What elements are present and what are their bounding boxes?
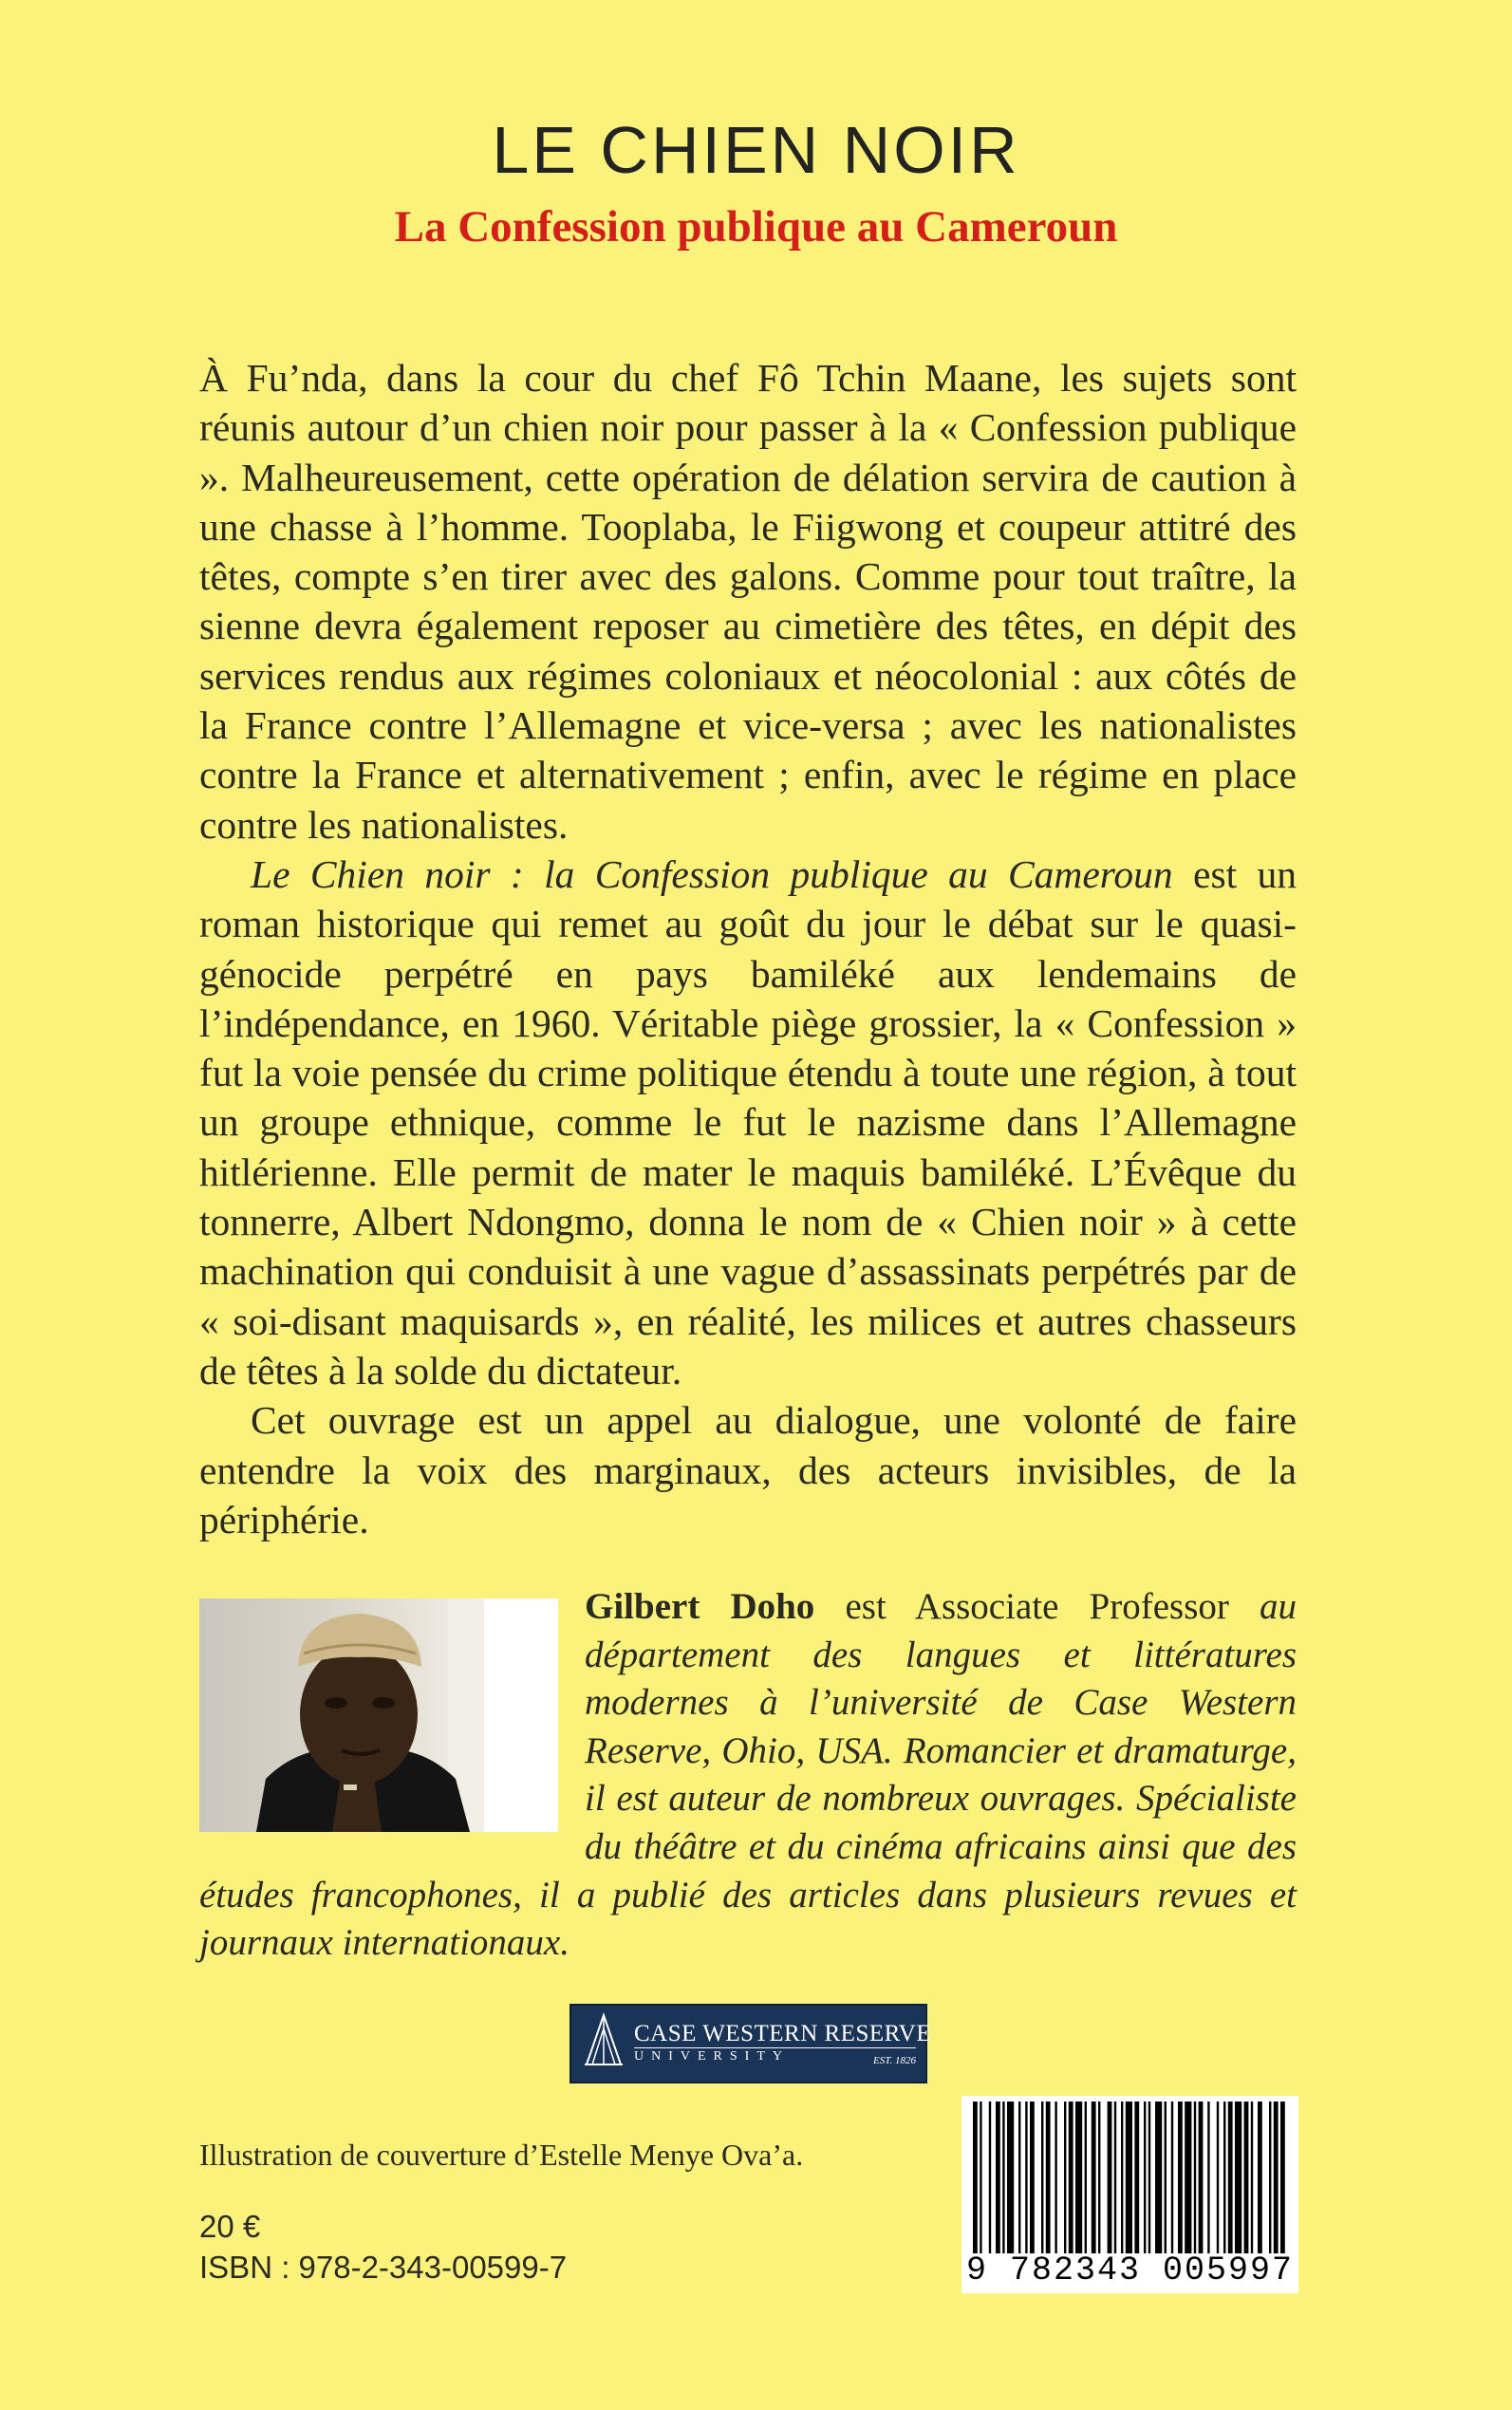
barcode-bar (1171, 2102, 1173, 2253)
book-subtitle: La Confession publique au Cameroun (394, 202, 1118, 252)
barcode-bar (1018, 2102, 1020, 2253)
barcode-bar (1007, 2102, 1014, 2253)
barcode-bar (1207, 2102, 1209, 2253)
author-description: au département des langues et littératures modernes à l’université de Case Western Reserve, Ohio, USA. Romancier et dramaturge, il est auteur de nombreux ouvrages. Spécialiste du théâtre et du cinéma africains ainsi que des études francophones, il a publié des articles dans plusieurs revues et journaux internationaux. (199, 1586, 1297, 1964)
barcode-bar (1155, 2102, 1162, 2253)
price: 20 € (199, 2209, 261, 2244)
barcode-bar (1098, 2102, 1100, 2253)
barcode-bar (1251, 2102, 1253, 2253)
barcode-number: 9 782343 005997 (965, 2251, 1295, 2289)
barcode-bar (1185, 2102, 1191, 2253)
author-photo (199, 1598, 558, 1832)
university-logo (569, 2004, 932, 2083)
barcode-bar (1199, 2102, 1204, 2253)
barcode-bar (1092, 2102, 1096, 2253)
isbn: ISBN : 978-2-343-00599-7 (199, 2250, 568, 2285)
barcode-bar (1041, 2102, 1043, 2253)
barcode-bar (1269, 2102, 1271, 2253)
barcode-bar (1258, 2102, 1262, 2253)
barcode-bar (989, 2102, 991, 2253)
barcode-bar (1244, 2102, 1249, 2253)
barcode-bar (1069, 2102, 1073, 2253)
barcode-bar (1274, 2102, 1279, 2253)
barcode-bar (1085, 2102, 1087, 2253)
university-name: CASE WESTERN RESERVE (634, 2021, 932, 2046)
barcode-bar (1030, 2102, 1035, 2253)
book-title: LE CHIEN NOIR (492, 113, 1020, 187)
barcode-bar (1075, 2102, 1082, 2253)
barcode-bar (1055, 2102, 1056, 2253)
summary-paragraph-1: À Fu’nda, dans la cour du chef Fô Tchin Maane, les sujets sont réunis autour d’un chien noir pour passer à la « Confession publique ». Malheureusement, cette opération de délation servira de caution à une chasse à l’homme. Tooplaba, le Fiigwong et coupeur attitré des têtes, compte s’en tirer avec des galons. Comme pour tout traître, la sienne devra également reposer au cimetière des têtes, en dépit des services rendus aux régimes coloniaux et néocolonial : aux côtés de la France contre l’Allemagne et vice-versa ; avec les nationalistes contre la France et alternativement ; enfin, avec le régime en place contre les nationalistes. (199, 356, 1297, 847)
barcode-bar (1235, 2102, 1241, 2253)
barcode-bar (1165, 2102, 1167, 2253)
book-title-reference: Le Chien noir : la Confession publique au Cameroun (251, 851, 1173, 896)
author-position: Associate Professor (914, 1586, 1229, 1627)
barcode-bar (973, 2102, 978, 2253)
barcode (961, 2096, 1298, 2293)
barcode-bar (1194, 2102, 1196, 2253)
barcode-bar (1126, 2102, 1132, 2253)
barcode-bar (1217, 2102, 1219, 2253)
barcode-bar (1148, 2102, 1150, 2253)
barcode-bar (1178, 2102, 1183, 2253)
barcode-bar (1114, 2102, 1116, 2253)
summary-paragraph-2 (199, 850, 1297, 1395)
university-established: EST. 1826 (872, 2055, 916, 2066)
barcode-bar (1064, 2102, 1066, 2253)
university-label: UNIVERSITY (634, 2049, 790, 2064)
barcode-bar (1280, 2102, 1285, 2253)
author-portrait-image (199, 1598, 558, 1832)
logo-divider (634, 2047, 916, 2048)
summary-paragraph-2-text: est un roman historique qui remet au goût du jour le débat sur le quasi-génocide perpétré en pays bamiléké aux lendemains de l’indépendance, en 1960. Véritable piège grossier, la « Confession » fut la voie pensée du crime politique étendu à toute une région, à tout un groupe ethnique, comme le fut le nazisme dans l’Allemagne hitlérienne. Elle permit de mater le maquis bamiléké. L’Évêque du tonnerre, Albert Ndongmo, donna le nom de « Chien noir » à cette machination qui conduisit à une vague d’assassinats perpétrés par de « soi-disant maquisards », en réalité, les milices et autres chasseurs de têtes à la solde du dictateur. (199, 851, 1297, 1392)
back-cover-summary (199, 353, 1297, 1544)
barcode-bar (1108, 2102, 1112, 2253)
barcode-bar (996, 2102, 1000, 2253)
author-bio (199, 1583, 1297, 1968)
barcode-bar (1223, 2102, 1225, 2253)
summary-paragraph-3: Cet ouvrage est un appel au dialogue, une volonté de faire entendre la voix des marginaux, des acteurs invisibles, de la périphérie. (199, 1398, 1297, 1541)
university-emblem-icon (575, 2006, 632, 2082)
author-name: Gilbert Doho (585, 1586, 815, 1627)
barcode-bar (1002, 2102, 1004, 2253)
barcode-bar (1144, 2102, 1146, 2253)
barcode-bar (1046, 2102, 1051, 2253)
barcode-bars (961, 2102, 1298, 2253)
author-bio-est: est (814, 1586, 915, 1627)
barcode-bar (980, 2102, 981, 2253)
barcode-bar (1121, 2102, 1123, 2253)
barcode-bar (1025, 2102, 1027, 2253)
barcode-bar (1134, 2102, 1139, 2253)
barcode-bar (1228, 2102, 1233, 2253)
illustration-credit: Illustration de couverture d’Estelle Menye Ova’a. (199, 2138, 804, 2172)
